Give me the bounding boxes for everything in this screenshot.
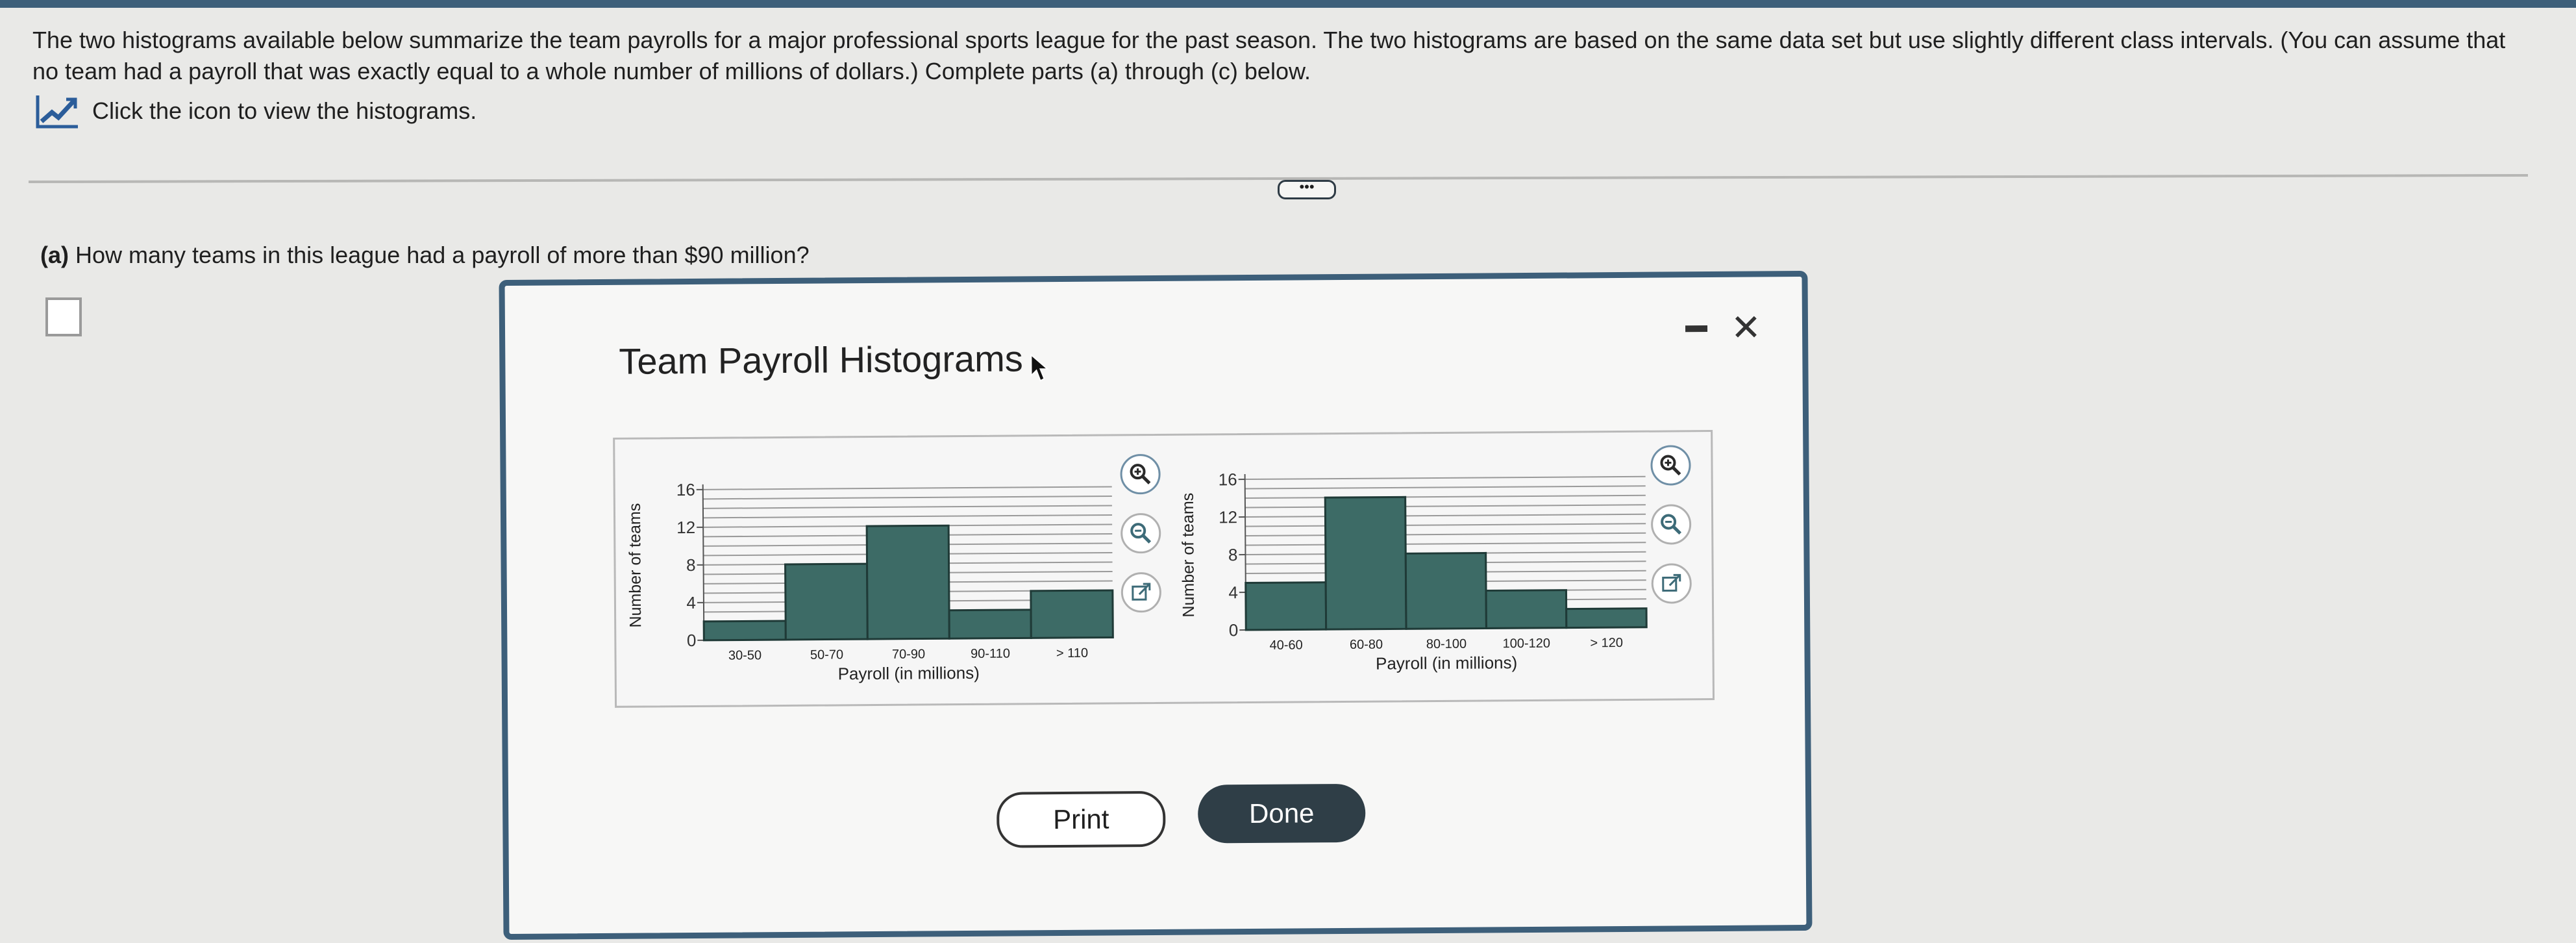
y-tick-label: 4 <box>1228 583 1238 603</box>
gridline <box>1245 533 1646 536</box>
gridline <box>1245 486 1646 488</box>
charts-panel <box>613 430 1715 708</box>
histogram-bar <box>704 621 786 640</box>
x-tick-label: 50-70 <box>810 648 844 662</box>
histogram-link[interactable] <box>35 93 477 129</box>
gridline <box>1245 477 1646 479</box>
histogram-bar <box>949 610 1031 638</box>
zoom-out-button-2[interactable] <box>1651 504 1691 544</box>
histogram-bar <box>1031 590 1113 638</box>
dialog-title: Team Payroll Histograms <box>619 338 1023 382</box>
histogram-bar <box>1246 583 1326 630</box>
zoom-out-icon <box>1128 521 1153 546</box>
x-tick-label: 30-50 <box>728 648 762 663</box>
x-axis-title: Payroll (in millions) <box>837 662 980 684</box>
x-tick-label: 80-100 <box>1426 636 1467 652</box>
done-button[interactable]: Done <box>1198 784 1366 844</box>
gridline <box>1245 523 1646 526</box>
histogram-bar <box>1406 553 1486 629</box>
mouse-cursor-icon <box>1030 353 1049 384</box>
x-tick-label: > 110 <box>1056 646 1089 661</box>
more-button[interactable]: ••• <box>1278 180 1336 199</box>
histogram-link-label[interactable]: Click the icon to view the histograms. <box>92 97 477 124</box>
y-axis-title: Number of teams <box>1178 492 1198 618</box>
histogram-1 <box>615 436 1123 699</box>
histogram-2 <box>1168 433 1657 696</box>
print-button[interactable]: Print <box>997 791 1166 848</box>
external-link-icon <box>1661 572 1683 594</box>
histogram-dialog <box>499 271 1812 940</box>
y-tick-label: 8 <box>1228 545 1238 565</box>
y-tick-label: 4 <box>686 592 697 613</box>
zoom-out-icon <box>1659 512 1683 536</box>
zoom-out-button-1[interactable] <box>1121 513 1161 553</box>
zoom-in-button-2[interactable] <box>1650 445 1690 485</box>
x-tick-label: 40-60 <box>1269 638 1303 653</box>
x-tick-label: 70-90 <box>891 647 926 662</box>
gridline <box>1245 496 1646 498</box>
zoom-in-button-1[interactable] <box>1120 454 1160 494</box>
zoom-in-icon <box>1128 462 1152 486</box>
x-tick-label: 100-120 <box>1502 636 1551 651</box>
y-tick-label: 16 <box>676 479 695 500</box>
x-tick-label: 60-80 <box>1349 637 1383 652</box>
gridline <box>703 505 1112 508</box>
section-divider <box>29 174 2528 183</box>
histogram-bar <box>867 525 949 639</box>
popout-button-2[interactable] <box>1652 563 1692 603</box>
x-tick-label: > 120 <box>1590 635 1624 651</box>
y-tick-label: 12 <box>676 517 696 538</box>
histogram-bar <box>1325 497 1406 629</box>
histogram-bar <box>786 564 868 640</box>
popout-button-1[interactable] <box>1121 572 1161 612</box>
close-button[interactable]: ✕ <box>1730 307 1762 348</box>
histogram-bar <box>1567 609 1647 628</box>
external-link-icon <box>1130 581 1152 603</box>
answer-input[interactable] <box>45 297 82 336</box>
zoom-in-icon <box>1658 453 1683 477</box>
chart-icon[interactable] <box>35 93 80 129</box>
x-axis-title: Payroll (in millions) <box>1375 653 1518 673</box>
gridline <box>1245 514 1646 517</box>
gridline <box>703 515 1112 518</box>
y-tick-label: 16 <box>1218 470 1237 490</box>
histogram-bar <box>1486 590 1567 629</box>
y-tick-label: 0 <box>1228 620 1239 640</box>
y-tick-label: 8 <box>686 555 696 575</box>
minimize-button[interactable] <box>1685 325 1707 332</box>
gridline <box>1245 542 1646 545</box>
y-tick-label: 12 <box>1219 507 1238 527</box>
question-a <box>40 242 810 269</box>
gridline <box>1245 505 1646 507</box>
intro-text: The two histograms available below summarize the team payrolls for a major professional sports league for the past season. The two histograms are based on the same data set but use slightly different class intervals. (You can assume that no team had a payroll that was exactly equal to a whole number of millions of dollars.) Complete parts (a) through (c) below. <box>32 27 2506 84</box>
question-text: How many teams in this league had a payroll of more than $90 million? <box>75 242 810 268</box>
x-tick-label: 90-110 <box>971 646 1010 661</box>
gridline <box>703 496 1112 499</box>
y-axis-title: Number of teams <box>625 503 645 628</box>
gridline <box>703 486 1112 489</box>
question-part-label: (a) <box>40 242 69 268</box>
y-tick-label: 0 <box>686 630 697 651</box>
top-bar <box>0 0 2576 8</box>
